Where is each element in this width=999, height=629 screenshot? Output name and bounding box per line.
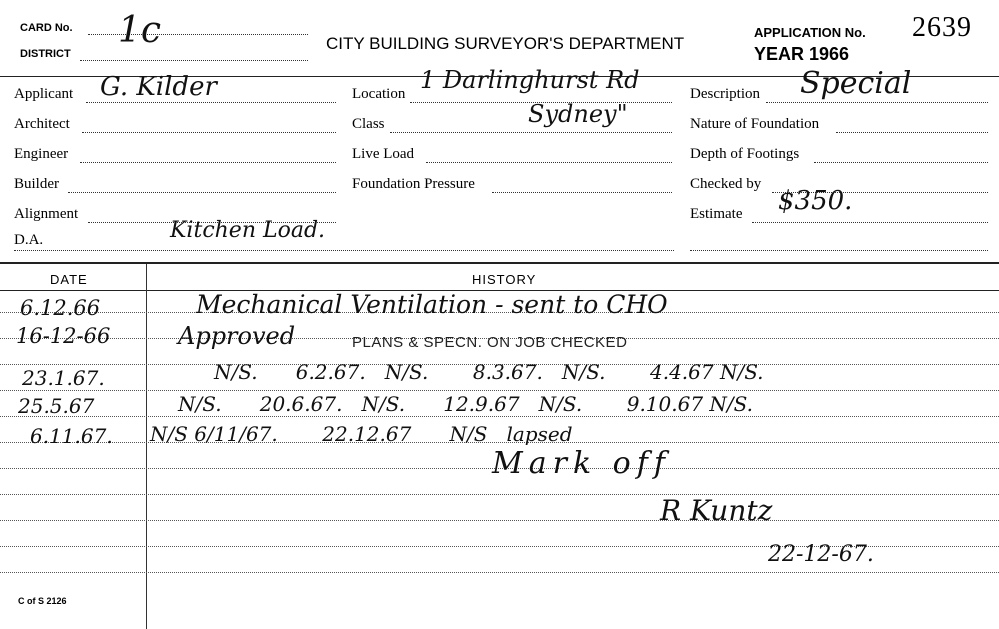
- application-label: APPLICATION No.: [754, 25, 866, 40]
- depth-label: Depth of Footings: [690, 146, 800, 162]
- estimate-value: $350.: [778, 186, 853, 216]
- depth-line: [814, 162, 988, 163]
- applicant-line: [86, 102, 336, 103]
- architect-label: Architect: [14, 116, 70, 132]
- architect-line: [82, 132, 336, 133]
- da-value: Kitchen Load.: [170, 218, 326, 243]
- alignment-label: Alignment: [14, 206, 79, 222]
- district-label: DISTRICT: [20, 48, 71, 60]
- row-history: Mechanical Ventilation - sent to CHO: [196, 290, 668, 319]
- table-rule: [0, 416, 999, 417]
- application-number: 2639: [912, 12, 972, 43]
- checked-label: Checked by: [690, 176, 762, 192]
- row-date: 25.5.67: [18, 394, 95, 418]
- class-line: [390, 132, 672, 133]
- date-header: DATE: [50, 272, 88, 287]
- card-no-value: 1c: [118, 10, 162, 51]
- foundation-pressure-label: Foundation Pressure: [352, 176, 475, 192]
- mark-off-note: Mark off: [492, 446, 671, 481]
- description-label: Description: [690, 86, 760, 102]
- description-value: Special: [800, 66, 912, 101]
- signature: R Kuntz: [660, 494, 773, 527]
- description-line: [766, 102, 988, 103]
- table-rule: [0, 572, 999, 573]
- live-load-line: [426, 162, 672, 163]
- table-rule: [0, 494, 999, 495]
- district-line: [80, 60, 308, 61]
- row-date: 16-12-66: [16, 324, 111, 348]
- approval-stamp: PLANS & SPECN. ON JOB CHECKED: [352, 334, 628, 351]
- builder-line: [68, 192, 336, 193]
- card-no-label: CARD No.: [20, 22, 73, 34]
- table-rule: [0, 390, 999, 391]
- location-value: 1 Darlinghurst Rd: [420, 66, 640, 94]
- department-title: CITY BUILDING SURVEYOR'S DEPARTMENT: [326, 34, 685, 53]
- date-column-divider: [146, 264, 147, 629]
- year-label: YEAR 1966: [754, 44, 850, 64]
- engineer-line: [80, 162, 336, 163]
- row-date: 23.1.67.: [22, 366, 105, 390]
- applicant-label: Applicant: [14, 86, 74, 102]
- applicant-value: G. Kilder: [100, 72, 217, 102]
- location-label: Location: [352, 86, 406, 102]
- estimate-label: Estimate: [690, 206, 743, 222]
- da-label: D.A.: [14, 232, 44, 248]
- nature-line: [836, 132, 988, 133]
- estimate-line: [752, 222, 988, 223]
- row-date: 6.11.67.: [30, 424, 113, 448]
- class-label: Class: [352, 116, 385, 132]
- history-header: HISTORY: [472, 272, 537, 287]
- table-rule: [0, 520, 999, 521]
- location-value-2: Sydney": [528, 100, 628, 128]
- form-number: C of S 2126: [18, 596, 67, 606]
- nature-label: Nature of Foundation: [690, 116, 820, 132]
- row-date: 6.12.66: [20, 296, 101, 320]
- table-top-border: [0, 262, 999, 264]
- row-history: N/S. 6.2.67. N/S. 8.3.67. N/S. 4.4.67 N/S.: [214, 360, 764, 384]
- signature-date: 22-12-67.: [768, 542, 874, 567]
- row-history: N/S 6/11/67. 22.12.67 N/S lapsed: [150, 422, 573, 446]
- live-load-label: Live Load: [352, 146, 415, 162]
- engineer-label: Engineer: [14, 146, 69, 162]
- row-history: Approved: [178, 322, 296, 350]
- builder-label: Builder: [14, 176, 59, 192]
- da-line: [14, 250, 674, 251]
- estimate-bottom-line: [690, 250, 988, 251]
- row-history: N/S. 20.6.67. N/S. 12.9.67 N/S. 9.10.67 N/S.: [178, 392, 753, 416]
- foundation-pressure-line: [492, 192, 672, 193]
